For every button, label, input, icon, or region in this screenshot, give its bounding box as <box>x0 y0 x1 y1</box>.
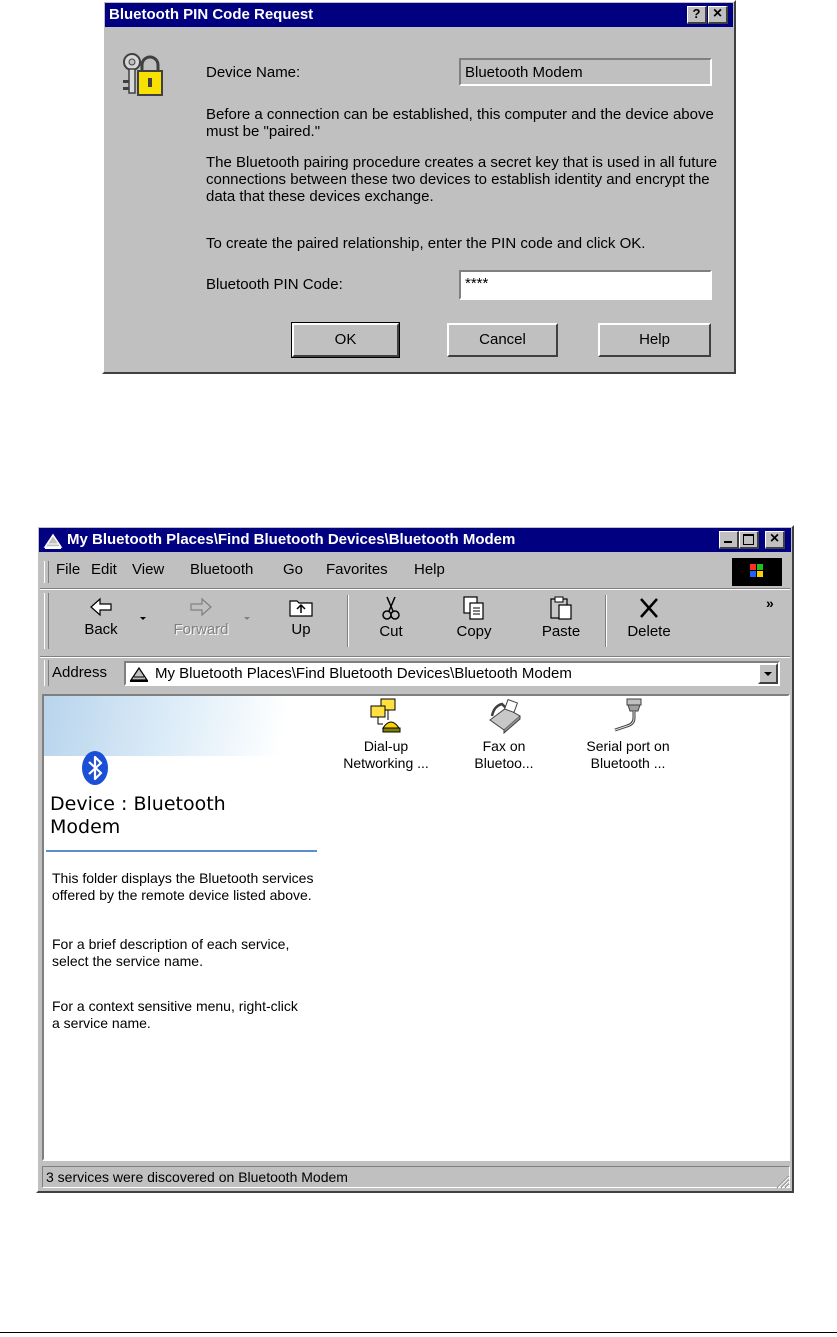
pin-dialog <box>102 0 736 374</box>
serial-port-icon <box>611 698 645 734</box>
address-bar <box>44 660 784 688</box>
help-button-label: Help <box>639 331 670 348</box>
delete-x-icon <box>636 595 662 621</box>
menu-view[interactable] <box>132 561 164 578</box>
menu-go[interactable] <box>283 561 303 578</box>
pin-dialog-titlebar[interactable] <box>105 3 733 27</box>
close-button[interactable] <box>708 6 728 24</box>
device-name-field <box>459 58 712 86</box>
menu-help-label: Help <box>414 561 445 578</box>
menu-file[interactable] <box>56 561 80 578</box>
panel-description-2: For a brief description of each service, select the service name. <box>52 936 290 969</box>
close-icon: × <box>769 530 780 547</box>
back-button[interactable] <box>66 593 136 638</box>
paste-label: Paste <box>541 623 581 640</box>
service-label-line2: Bluetooth ... <box>590 755 666 771</box>
resize-grip-icon[interactable] <box>776 1175 790 1189</box>
pin-dialog-title: Bluetooth PIN Code Request <box>109 6 314 23</box>
maximize-button[interactable] <box>739 531 759 549</box>
panel-description-1: This folder displays the Bluetooth services offered by the remote device listed above. <box>52 870 314 903</box>
cancel-button-label: Cancel <box>479 331 526 348</box>
pin-code-value: **** <box>465 275 489 292</box>
context-help-button[interactable] <box>687 6 707 24</box>
panel-heading: Device : Bluetooth Modem <box>50 793 226 838</box>
pairing-explanation-1: Before a connection can be established, this computer and the device above must be "paired." <box>206 106 714 140</box>
service-label-line1: Dial-up <box>363 738 409 754</box>
device-name-label: Device Name: <box>206 64 301 81</box>
menu-help[interactable] <box>414 561 445 578</box>
copy-label: Copy <box>456 623 492 640</box>
clipboard-icon <box>548 595 574 621</box>
toolbar-address-divider <box>40 656 790 658</box>
pin-code-input[interactable] <box>459 270 712 300</box>
panel-description-3: For a context sensitive menu, right-click a service name. <box>52 998 298 1031</box>
address-field[interactable] <box>124 661 780 686</box>
back-label: Back <box>84 621 118 638</box>
address-grip <box>44 660 49 686</box>
status-bar <box>42 1166 790 1188</box>
cut-label: Cut <box>379 623 403 640</box>
menu-bluetooth[interactable] <box>190 561 253 578</box>
pairing-instruction: To create the paired relationship, enter the PIN code and click OK. <box>206 235 646 252</box>
device-name-value: Bluetooth Modem <box>465 64 583 81</box>
service-label-line2: Networking ... <box>343 755 429 771</box>
service-dialup-networking[interactable] <box>331 698 441 772</box>
service-label-line1: Fax on <box>482 738 526 754</box>
status-text: 3 services were discovered on Bluetooth Modem <box>46 1169 348 1185</box>
ok-button-label: OK <box>334 331 357 348</box>
toolbar-separator <box>605 595 607 647</box>
key-lock-icon <box>120 50 164 98</box>
maximize-icon <box>743 534 754 545</box>
back-arrow-icon <box>88 595 114 619</box>
info-panel <box>44 696 324 1159</box>
help-question-icon: ? <box>692 6 701 21</box>
copy-button[interactable] <box>439 593 509 640</box>
service-fax[interactable] <box>449 698 559 772</box>
windows-flag-icon <box>732 558 782 586</box>
menu-edit[interactable] <box>91 561 117 578</box>
menu-go-label: Go <box>283 561 304 578</box>
fax-icon <box>486 698 522 734</box>
menu-favorites[interactable] <box>326 561 388 578</box>
ok-button[interactable] <box>292 323 399 357</box>
up-button[interactable] <box>266 593 336 638</box>
pairing-explanation-2: The Bluetooth pairing procedure creates a secret key that is used in all future connections between these two devices to establish identity and encrypt the data that these devices exchange. <box>206 154 718 205</box>
folder-up-icon <box>287 595 315 619</box>
scissors-icon <box>378 595 404 621</box>
panel-header-background <box>44 696 324 756</box>
explorer-window <box>36 525 794 1193</box>
minimize-button[interactable] <box>719 531 739 549</box>
forward-dropdown-arrow[interactable] <box>244 617 250 620</box>
cut-button[interactable] <box>356 593 426 640</box>
toolbar-grip <box>44 593 49 649</box>
chevron-icon: » <box>766 595 774 611</box>
menu-file-label: File <box>56 561 81 578</box>
bluetooth-logo-icon <box>82 751 108 785</box>
minimize-icon <box>724 541 732 543</box>
menu-edit-label: Edit <box>91 561 117 578</box>
toolbar-separator <box>347 595 349 647</box>
paste-button[interactable] <box>526 593 596 640</box>
forward-label: Forward <box>173 621 229 638</box>
explorer-title: My Bluetooth Places\Find Bluetooth Devices\Bluetooth Modem <box>67 531 516 548</box>
menu-toolbar-divider <box>40 588 790 590</box>
menu-bar <box>44 561 779 585</box>
standard-toolbar <box>44 593 784 653</box>
forward-button[interactable] <box>166 593 236 638</box>
menu-bluetooth-label: Bluetooth <box>190 561 254 578</box>
address-dropdown-button[interactable] <box>758 663 778 684</box>
delete-button[interactable] <box>614 593 684 640</box>
menu-favorites-label: Favorites <box>326 561 388 578</box>
menu-grip <box>44 561 49 583</box>
forward-arrow-icon <box>188 595 214 619</box>
bluetooth-places-icon <box>43 531 63 549</box>
cancel-button[interactable] <box>447 323 558 357</box>
pin-code-label: Bluetooth PIN Code: <box>206 276 343 293</box>
folder-view <box>42 694 790 1161</box>
bluetooth-places-icon <box>129 665 149 683</box>
up-label: Up <box>291 621 311 638</box>
dialup-networking-icon <box>369 698 403 734</box>
menu-view-label: View <box>132 561 165 578</box>
service-serial-port[interactable] <box>573 698 683 772</box>
delete-label: Delete <box>627 623 671 640</box>
page-bottom-rule <box>0 1332 837 1333</box>
address-value: My Bluetooth Places\Find Bluetooth Devices\Bluetooth Modem <box>155 665 572 682</box>
copy-icon <box>461 595 487 621</box>
service-label-line1: Serial port on <box>586 738 670 754</box>
back-dropdown-arrow[interactable] <box>140 617 146 620</box>
windows-logo <box>732 558 782 586</box>
close-button[interactable] <box>765 531 785 549</box>
service-label-line2: Bluetoo... <box>474 755 534 771</box>
address-label: Address <box>52 664 108 681</box>
dropdown-arrow-icon <box>764 672 772 676</box>
close-icon: × <box>712 5 723 22</box>
toolbar-chevron[interactable] <box>766 595 774 611</box>
help-button[interactable] <box>598 323 711 357</box>
explorer-titlebar[interactable] <box>39 528 791 552</box>
panel-heading-rule <box>46 850 317 852</box>
